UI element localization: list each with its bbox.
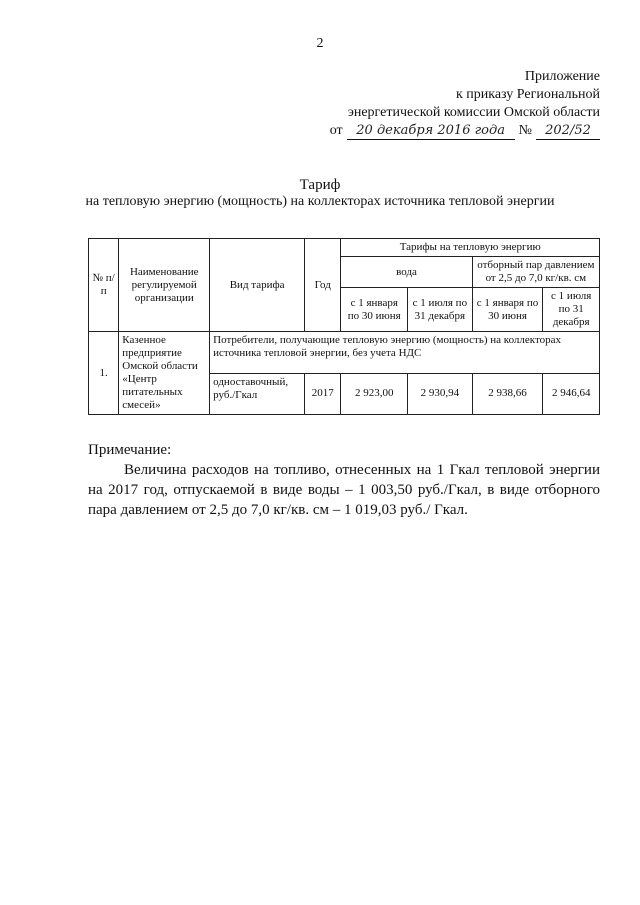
document-subtitle: на тепловую энергию (мощность) на коллекторах источника тепловой энергии bbox=[85, 194, 555, 209]
appendix-line1: Приложение bbox=[524, 69, 600, 84]
note-text: Величина расходов на топливо, отнесенных на 1 Гкал тепловой энергии на 2017 год, отпускаемой в виде воды – 1 003,50 руб./Гкал, в виде отборного пара давлением от 2,5 до 7,0 кг/кв. см – 1 019,03 руб./ Гкал. bbox=[88, 462, 600, 518]
header-year: Год bbox=[305, 239, 341, 332]
document-title: Тариф bbox=[299, 177, 341, 193]
from-label: от bbox=[329, 123, 343, 138]
cell-value-1: 2 923,00 bbox=[341, 373, 408, 415]
cell-type: одноставочный, руб./Гкал bbox=[210, 373, 305, 415]
handwritten-number: 202/52 bbox=[536, 123, 600, 140]
appendix-line3: энергетической комиссии Омской области bbox=[347, 105, 600, 120]
header-period-4: с 1 июля по 31 декабря bbox=[543, 288, 600, 332]
header-type: Вид тарифа bbox=[210, 239, 305, 332]
number-label: № bbox=[518, 123, 532, 138]
header-period-1: с 1 января по 30 июня bbox=[341, 288, 408, 332]
appendix-block bbox=[330, 68, 600, 140]
cell-value-2: 2 930,94 bbox=[408, 373, 473, 415]
header-period-3: с 1 января по 30 июня bbox=[472, 288, 543, 332]
table-header-row bbox=[89, 239, 600, 257]
cell-year: 2017 bbox=[305, 373, 341, 415]
header-org: Наименование регулируемой организации bbox=[119, 239, 210, 332]
appendix-line2: к приказу Региональной bbox=[455, 87, 600, 102]
cell-consumers: Потребители, получающие тепловую энергию (мощность) на коллекторах источника тепловой энергии, без учета НДС bbox=[210, 332, 600, 374]
page-number: 2 bbox=[316, 36, 324, 51]
handwritten-date: 20 декабря 2016 года bbox=[347, 123, 515, 140]
header-steam: отборный пар давлением от 2,5 до 7,0 кг/кв. см bbox=[472, 257, 599, 288]
tariff-table bbox=[88, 238, 600, 415]
cell-value-4: 2 946,64 bbox=[543, 373, 600, 415]
header-tariffs: Тарифы на тепловую энергию bbox=[341, 239, 600, 257]
header-period-2: с 1 июля по 31 декабря bbox=[408, 288, 473, 332]
table-row bbox=[89, 332, 600, 374]
header-num: № п/п bbox=[89, 239, 119, 332]
order-line bbox=[330, 122, 600, 140]
cell-org: Казенное предприятие Омской области «Центр питательных смесей» bbox=[119, 332, 210, 415]
note-heading: Примечание: bbox=[88, 442, 172, 458]
note-block bbox=[88, 440, 600, 520]
cell-num: 1. bbox=[89, 332, 119, 415]
cell-value-3: 2 938,66 bbox=[472, 373, 543, 415]
header-water: вода bbox=[341, 257, 472, 288]
